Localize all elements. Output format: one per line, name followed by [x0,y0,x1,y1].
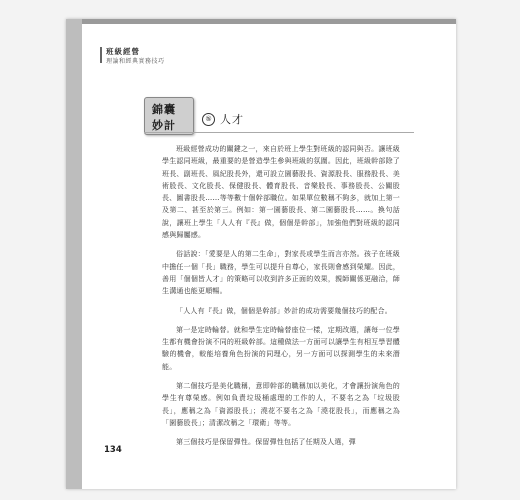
top-accent-bar [66,19,456,24]
paragraph: 「人人有『長』做，個個是幹部」妙計的成功需要幾個技巧的配合。 [176,306,392,315]
badge-line-1: 錦囊 [152,103,176,116]
running-header-title: 班級經營 [106,47,140,56]
paragraph: 第二個技巧是美化職稱，意即幹部的職稱加以美化，才會讓扮演角色的學生有尊榮感。例如負責垃圾桶處理的工作的人，不要名之為「垃圾股長」，應稱之為「資源股長」；澆花不要名之為「澆花股長」，而應稱之為「園藝股長」；清潔改稱之「環衛」等等。 [162,382,400,427]
running-header-subtitle: 理論和經典實務技巧 [106,58,165,65]
page-number: 134 [104,445,122,455]
badge-line-2: 妙計 [152,119,176,132]
paragraph: 俗話說：「愛要是人的第二生命」，對家長或學生而言亦然。孩子在班級中擔任一個「長」職務，學生可以提升自尊心，家長則會感到榮耀。因此，善用「個個皆人才」的策略可以收到許多正面的效果，親師關係更融洽，師生溝通也能更順暢。 [162,250,400,296]
tip-badge [144,97,194,135]
side-accent-bar [66,19,82,489]
header-rule [100,47,102,63]
section-number: ⑤ [202,113,215,126]
paragraph: 第三個技巧是保留彈性。保留彈性包括了任期及人選，彈 [176,438,356,447]
section-divider [144,132,414,133]
section-title: 人才 [220,113,244,126]
body-text [162,143,400,456]
paragraph: 班級經營成功的關鍵之一，來自於班上學生對班級的認同與否。讓班級學生認同班級，最重要的是營造學生參與班級的氛圍。因此，班級幹部除了班長、副班長、風紀股長外，還可設立園藝股長、資源股長、服務股長、美術股長、文化股長、保健股長、體育股長、音樂股長、事務股長、公關股長、圖書股長……等等數十個幹部職位。如果單位數稱不夠多，就加上第一及第二、甚至於第三。例如：第一園藝股長、第二園藝股長……。換句話說，讓班上學生「人人有『長』做，個個是幹部」，加強他們對班級的認同感與歸屬感。 [162,145,400,240]
book-page [66,19,456,489]
paragraph: 第一是定時輪替。就和學生定時輪替座位一樣，定期改選，讓每一位學生都有機會扮演不同的班級幹部。這種做法一方面可以讓學生有相互學習體驗的機會，較能培養角色扮演的同理心，另一方面可以探測學生的未來潛能。 [162,325,400,371]
